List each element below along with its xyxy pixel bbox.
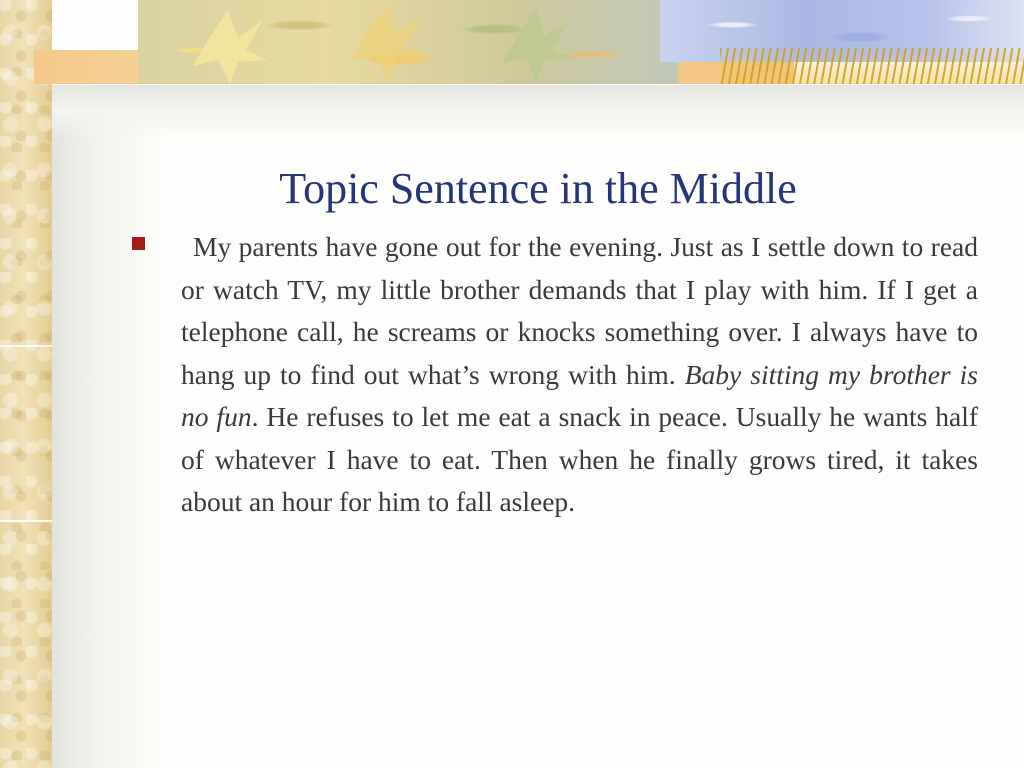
- paragraph-text-after-emphasis: . He refuses to let me eat a snack in peace. Usually he wants half of whatever I have to eat. Then when he finally grows tired, it takes about an hour for him to fall asleep.: [181, 401, 979, 517]
- golden-grass-illustration: [720, 48, 1024, 84]
- square-bullet-icon: [132, 237, 145, 250]
- decorative-banner: [0, 0, 1024, 88]
- slide-title: Topic Sentence in the Middle: [279, 164, 797, 213]
- paragraph-text-before-emphasis: My parents have gone out for the evening. Just as I settle down to read or watch TV, my little brother demands that I play with him. If I get a telephone call, he screams or knocks something over. I always have to hang up to find out what’s wrong with him.: [181, 231, 978, 390]
- top-shadow: [52, 85, 1024, 140]
- strip-divider: [0, 345, 52, 347]
- strip-divider: [0, 520, 52, 522]
- leaves-illustration: [138, 0, 678, 84]
- bullet-paragraph: [181, 226, 978, 524]
- leaf-icon: [138, 0, 678, 84]
- emphasized-topic-sentence: Baby sitting my brother is no fun: [181, 358, 978, 432]
- left-decorative-strip: [0, 0, 52, 768]
